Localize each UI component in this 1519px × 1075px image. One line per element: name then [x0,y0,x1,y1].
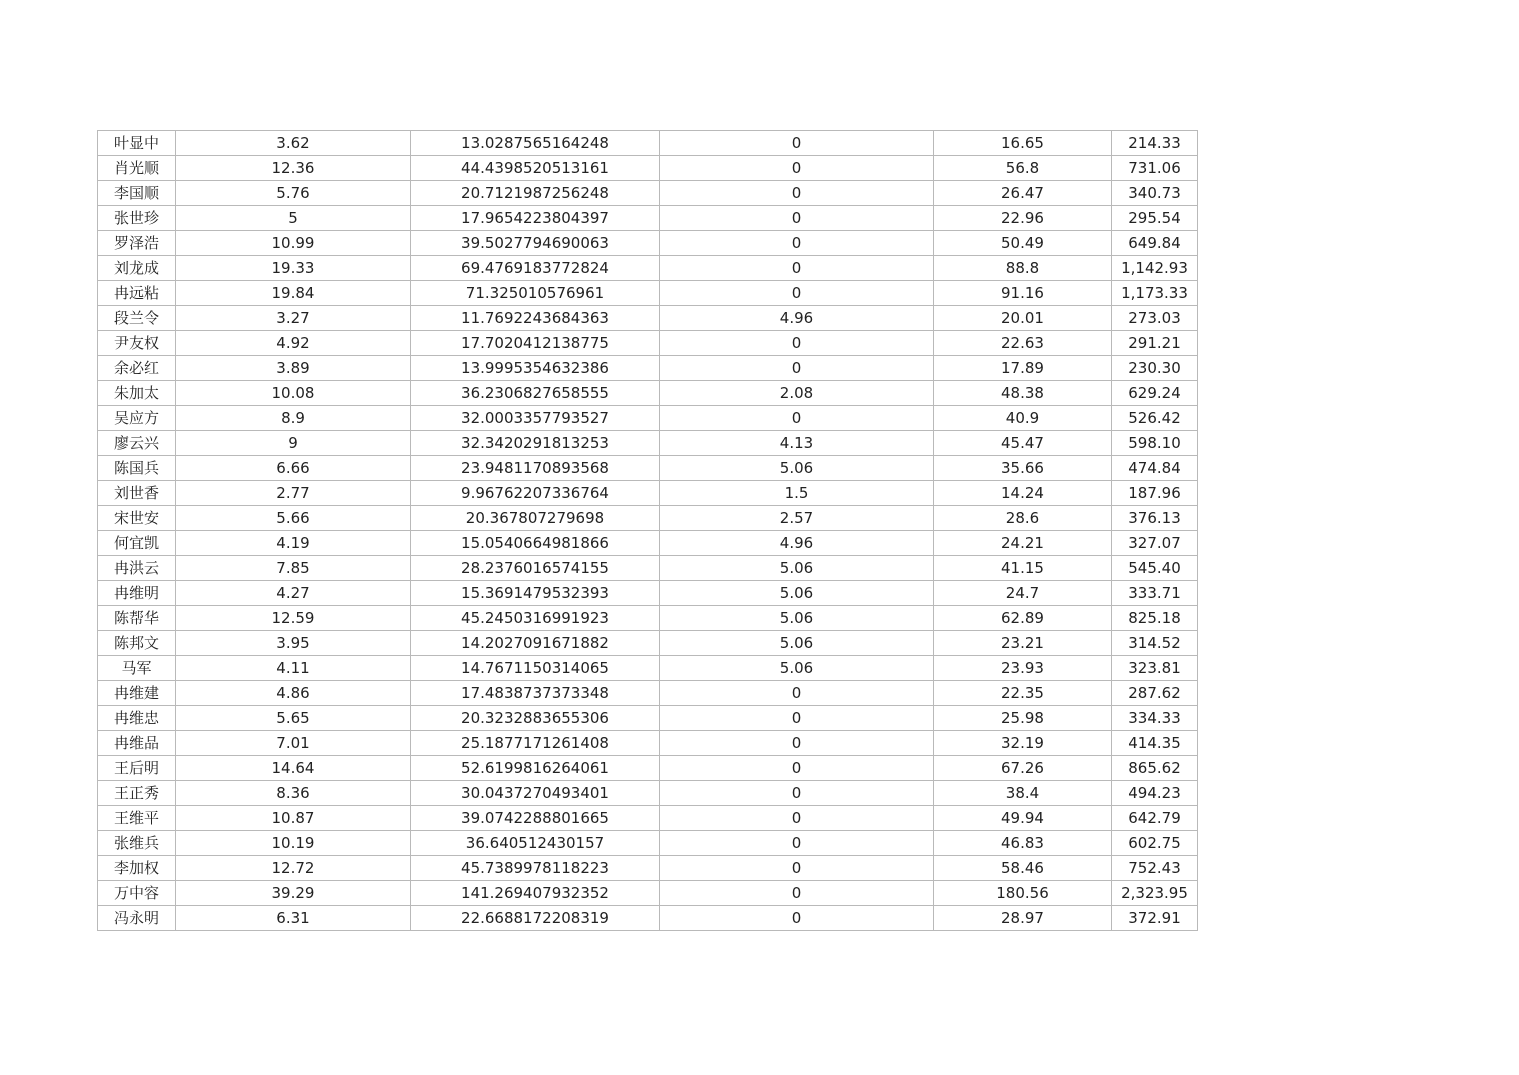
amount-cell: 287.62 [1112,681,1198,706]
value-b-cell: 15.0540664981866 [411,531,660,556]
name-cell: 陈国兵 [98,456,176,481]
table-row [98,681,1198,706]
value-b-cell: 25.1877171261408 [411,731,660,756]
value-b-cell: 20.367807279698 [411,506,660,531]
value-a-cell: 12.72 [176,856,411,881]
value-b-cell: 17.9654223804397 [411,206,660,231]
value-a-cell: 4.19 [176,531,411,556]
table-row [98,406,1198,431]
amount-cell: 376.13 [1112,506,1198,531]
value-d-cell: 24.7 [934,581,1112,606]
value-a-cell: 7.85 [176,556,411,581]
name-cell: 廖云兴 [98,431,176,456]
name-cell: 吴应方 [98,406,176,431]
value-c-cell: 1.5 [660,481,934,506]
table-row [98,231,1198,256]
value-b-cell: 36.640512430157 [411,831,660,856]
value-a-cell: 3.62 [176,131,411,156]
value-b-cell: 71.325010576961 [411,281,660,306]
table-row [98,356,1198,381]
table-row [98,556,1198,581]
value-d-cell: 23.21 [934,631,1112,656]
name-cell: 冉维建 [98,681,176,706]
amount-cell: 865.62 [1112,756,1198,781]
name-cell: 刘世香 [98,481,176,506]
value-d-cell: 50.49 [934,231,1112,256]
amount-cell: 1,142.93 [1112,256,1198,281]
value-b-cell: 14.2027091671882 [411,631,660,656]
value-b-cell: 36.2306827658555 [411,381,660,406]
value-c-cell: 4.96 [660,306,934,331]
value-c-cell: 0 [660,756,934,781]
value-b-cell: 44.4398520513161 [411,156,660,181]
value-a-cell: 5.65 [176,706,411,731]
amount-cell: 214.33 [1112,131,1198,156]
name-cell: 宋世安 [98,506,176,531]
name-cell: 李国顺 [98,181,176,206]
table-row [98,481,1198,506]
name-cell: 万中容 [98,881,176,906]
amount-cell: 187.96 [1112,481,1198,506]
name-cell: 叶显中 [98,131,176,156]
value-d-cell: 23.93 [934,656,1112,681]
value-c-cell: 0 [660,806,934,831]
value-d-cell: 22.63 [934,331,1112,356]
amount-cell: 545.40 [1112,556,1198,581]
amount-cell: 323.81 [1112,656,1198,681]
value-c-cell: 5.06 [660,456,934,481]
value-d-cell: 17.89 [934,356,1112,381]
name-cell: 冉洪云 [98,556,176,581]
value-b-cell: 20.7121987256248 [411,181,660,206]
name-cell: 肖光顺 [98,156,176,181]
value-a-cell: 5.66 [176,506,411,531]
amount-cell: 642.79 [1112,806,1198,831]
value-b-cell: 141.269407932352 [411,881,660,906]
value-a-cell: 4.92 [176,331,411,356]
table-row [98,381,1198,406]
value-a-cell: 14.64 [176,756,411,781]
value-d-cell: 28.97 [934,906,1112,931]
value-c-cell: 0 [660,281,934,306]
value-a-cell: 4.11 [176,656,411,681]
table-row [98,806,1198,831]
table-row [98,581,1198,606]
name-cell: 何宜凯 [98,531,176,556]
amount-cell: 1,173.33 [1112,281,1198,306]
name-cell: 冉远粘 [98,281,176,306]
name-cell: 冉维品 [98,731,176,756]
value-a-cell: 3.27 [176,306,411,331]
value-d-cell: 67.26 [934,756,1112,781]
name-cell: 张世珍 [98,206,176,231]
table-row [98,631,1198,656]
value-d-cell: 48.38 [934,381,1112,406]
name-cell: 罗泽浩 [98,231,176,256]
value-d-cell: 58.46 [934,856,1112,881]
value-d-cell: 38.4 [934,781,1112,806]
table-row [98,431,1198,456]
value-c-cell: 0 [660,206,934,231]
value-c-cell: 0 [660,181,934,206]
value-c-cell: 0 [660,906,934,931]
value-c-cell: 0 [660,406,934,431]
amount-cell: 291.21 [1112,331,1198,356]
table-row [98,606,1198,631]
value-b-cell: 23.9481170893568 [411,456,660,481]
value-a-cell: 3.95 [176,631,411,656]
amount-cell: 334.33 [1112,706,1198,731]
value-b-cell: 28.2376016574155 [411,556,660,581]
amount-cell: 474.84 [1112,456,1198,481]
value-a-cell: 10.87 [176,806,411,831]
value-a-cell: 10.99 [176,231,411,256]
value-d-cell: 25.98 [934,706,1112,731]
value-a-cell: 6.31 [176,906,411,931]
name-cell: 王后明 [98,756,176,781]
value-b-cell: 13.0287565164248 [411,131,660,156]
table-row [98,156,1198,181]
amount-cell: 752.43 [1112,856,1198,881]
value-b-cell: 11.7692243684363 [411,306,660,331]
table-row [98,756,1198,781]
amount-cell: 494.23 [1112,781,1198,806]
value-d-cell: 32.19 [934,731,1112,756]
name-cell: 段兰令 [98,306,176,331]
value-b-cell: 32.0003357793527 [411,406,660,431]
value-a-cell: 12.36 [176,156,411,181]
value-a-cell: 2.77 [176,481,411,506]
name-cell: 陈帮华 [98,606,176,631]
value-b-cell: 20.3232883655306 [411,706,660,731]
table-row [98,331,1198,356]
value-b-cell: 32.3420291813253 [411,431,660,456]
value-d-cell: 24.21 [934,531,1112,556]
value-a-cell: 5.76 [176,181,411,206]
value-b-cell: 17.4838737373348 [411,681,660,706]
name-cell: 朱加太 [98,381,176,406]
value-b-cell: 45.7389978118223 [411,856,660,881]
value-c-cell: 5.06 [660,581,934,606]
name-cell: 刘龙成 [98,256,176,281]
amount-cell: 602.75 [1112,831,1198,856]
amount-cell: 333.71 [1112,581,1198,606]
value-a-cell: 10.19 [176,831,411,856]
table-row [98,181,1198,206]
table-row [98,456,1198,481]
amount-cell: 2,323.95 [1112,881,1198,906]
amount-cell: 649.84 [1112,231,1198,256]
value-c-cell: 0 [660,856,934,881]
amount-cell: 526.42 [1112,406,1198,431]
value-b-cell: 45.2450316991923 [411,606,660,631]
value-c-cell: 5.06 [660,556,934,581]
value-d-cell: 22.35 [934,681,1112,706]
value-d-cell: 40.9 [934,406,1112,431]
amount-cell: 230.30 [1112,356,1198,381]
value-d-cell: 91.16 [934,281,1112,306]
value-a-cell: 6.66 [176,456,411,481]
amount-cell: 731.06 [1112,156,1198,181]
table-row [98,506,1198,531]
table-row [98,856,1198,881]
amount-cell: 629.24 [1112,381,1198,406]
value-c-cell: 0 [660,781,934,806]
name-cell: 王正秀 [98,781,176,806]
value-d-cell: 20.01 [934,306,1112,331]
value-d-cell: 180.56 [934,881,1112,906]
value-c-cell: 0 [660,681,934,706]
value-a-cell: 10.08 [176,381,411,406]
value-c-cell: 0 [660,731,934,756]
value-d-cell: 46.83 [934,831,1112,856]
amount-cell: 295.54 [1112,206,1198,231]
name-cell: 冉维忠 [98,706,176,731]
amount-cell: 414.35 [1112,731,1198,756]
name-cell: 王维平 [98,806,176,831]
value-c-cell: 0 [660,231,934,256]
value-c-cell: 0 [660,131,934,156]
value-b-cell: 13.9995354632386 [411,356,660,381]
table-row [98,256,1198,281]
value-a-cell: 8.9 [176,406,411,431]
table-row [98,131,1198,156]
name-cell: 冉维明 [98,581,176,606]
name-cell: 张维兵 [98,831,176,856]
value-d-cell: 62.89 [934,606,1112,631]
value-b-cell: 22.6688172208319 [411,906,660,931]
name-cell: 李加权 [98,856,176,881]
value-d-cell: 28.6 [934,506,1112,531]
value-c-cell: 0 [660,331,934,356]
value-d-cell: 26.47 [934,181,1112,206]
value-c-cell: 4.96 [660,531,934,556]
value-c-cell: 0 [660,881,934,906]
table-row [98,206,1198,231]
table-row [98,656,1198,681]
amount-cell: 327.07 [1112,531,1198,556]
value-a-cell: 7.01 [176,731,411,756]
value-a-cell: 12.59 [176,606,411,631]
table-row [98,881,1198,906]
table-row [98,306,1198,331]
name-cell: 尹友权 [98,331,176,356]
value-b-cell: 30.0437270493401 [411,781,660,806]
value-d-cell: 14.24 [934,481,1112,506]
value-c-cell: 0 [660,706,934,731]
value-c-cell: 0 [660,831,934,856]
value-a-cell: 19.33 [176,256,411,281]
table-row [98,781,1198,806]
value-a-cell: 4.86 [176,681,411,706]
value-d-cell: 41.15 [934,556,1112,581]
table-row [98,281,1198,306]
amount-cell: 273.03 [1112,306,1198,331]
amount-cell: 314.52 [1112,631,1198,656]
value-a-cell: 3.89 [176,356,411,381]
value-a-cell: 19.84 [176,281,411,306]
name-cell: 马军 [98,656,176,681]
value-a-cell: 5 [176,206,411,231]
value-d-cell: 49.94 [934,806,1112,831]
value-d-cell: 16.65 [934,131,1112,156]
table-body [98,131,1198,931]
value-d-cell: 35.66 [934,456,1112,481]
value-c-cell: 5.06 [660,606,934,631]
value-c-cell: 5.06 [660,656,934,681]
amount-cell: 340.73 [1112,181,1198,206]
table-row [98,731,1198,756]
value-c-cell: 5.06 [660,631,934,656]
name-cell: 余必红 [98,356,176,381]
value-c-cell: 2.08 [660,381,934,406]
value-c-cell: 4.13 [660,431,934,456]
value-b-cell: 17.7020412138775 [411,331,660,356]
value-b-cell: 9.96762207336764 [411,481,660,506]
amount-cell: 598.10 [1112,431,1198,456]
value-d-cell: 45.47 [934,431,1112,456]
value-b-cell: 52.6199816264061 [411,756,660,781]
value-d-cell: 56.8 [934,156,1112,181]
name-cell: 冯永明 [98,906,176,931]
value-b-cell: 14.7671150314065 [411,656,660,681]
data-table [97,130,1198,931]
value-c-cell: 0 [660,256,934,281]
amount-cell: 372.91 [1112,906,1198,931]
value-a-cell: 8.36 [176,781,411,806]
value-c-cell: 0 [660,356,934,381]
value-b-cell: 15.3691479532393 [411,581,660,606]
table-row [98,831,1198,856]
amount-cell: 825.18 [1112,606,1198,631]
value-d-cell: 88.8 [934,256,1112,281]
value-b-cell: 39.5027794690063 [411,231,660,256]
value-c-cell: 2.57 [660,506,934,531]
name-cell: 陈邦文 [98,631,176,656]
table-row [98,706,1198,731]
table-row [98,531,1198,556]
value-a-cell: 9 [176,431,411,456]
value-d-cell: 22.96 [934,206,1112,231]
value-b-cell: 39.0742288801665 [411,806,660,831]
value-b-cell: 69.4769183772824 [411,256,660,281]
value-c-cell: 0 [660,156,934,181]
table-row [98,906,1198,931]
value-a-cell: 39.29 [176,881,411,906]
value-a-cell: 4.27 [176,581,411,606]
